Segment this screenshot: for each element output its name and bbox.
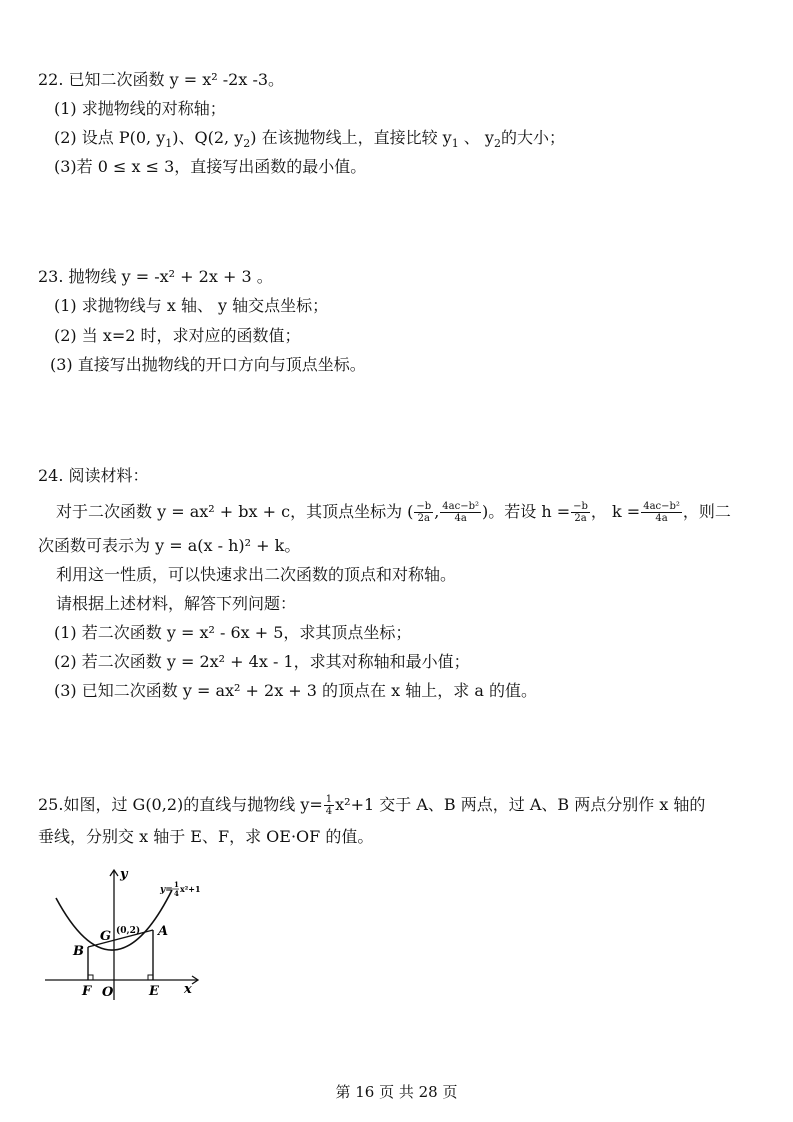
curve-label: y= (160, 885, 173, 895)
origin-label: O (102, 985, 114, 1000)
right-angle-e (148, 975, 153, 980)
q23-stem: 23. 抛物线 y = -x² + 2x + 3 。 (38, 267, 273, 286)
q23-part2: (2) 当 x=2 时，求对应的函数值； (54, 326, 301, 345)
q24-line3: 利用这一性质，可以快速求出二次函数的顶点和对称轴。 (56, 565, 457, 584)
right-angle-f (88, 975, 93, 980)
point-g-label: G (100, 929, 112, 944)
page-number-footer: 第 16 页 共 28 页 (335, 1083, 458, 1101)
q25-line1: 25.如图，过 G(0,2)的直线与抛物线 y= $\frac{1}{4}$ x²+1 交于 A、B 两点，过 A、B 两点分别作 x 轴的 (38, 794, 706, 817)
curve-label-tail: x²+1 (180, 884, 201, 894)
parabola-figure (40, 860, 220, 1005)
q22-stem: 22. 已知二次函数 y = x² -2x -3。 (38, 70, 285, 89)
fraction-one-quarter: $\frac{1}{4}$ (325, 794, 333, 817)
point-g-coord: (0,2) (116, 926, 141, 936)
q24-line1: 对于二次函数 y = ax² + bx + c，其顶点坐标为 ( $\frac{-b}{2a}$ , $\frac{\text{4ac−b²}}{4a}$ )。若设 h = $\frac{-b}{2a}$ ， k = $\frac{\text{4ac−b²}}{4a}$ ，则二 (56, 501, 731, 524)
curve-label-num: 1 (174, 880, 179, 889)
q24-line4: 请根据上述材料，解答下列问题： (56, 594, 297, 613)
q22-part3: (3)若 0 ≤ x ≤ 3，直接写出函数的最小值。 (54, 157, 367, 176)
curve-label-den: 4 (174, 889, 179, 898)
point-f-label: F (82, 984, 92, 999)
q24-stem: 24. 阅读材料： (38, 466, 149, 485)
fraction-neg-b-over-2a: $\frac{-b}{2a}$ (416, 501, 432, 524)
q24-part3: (3) 已知二次函数 y = ax² + 2x + 3 的顶点在 x 轴上，求 a 的值。 (54, 681, 537, 700)
q24-part1: (1) 若二次函数 y = x² - 6x + 5，求其顶点坐标； (54, 623, 412, 642)
q24-line2: 次函数可表示为 y = a(x - h)² + k。 (38, 536, 301, 555)
fraction-h: $\frac{-b}{2a}$ (573, 501, 588, 524)
q22-part1: (1) 求抛物线的对称轴； (54, 99, 226, 118)
fraction-4ac-b2-over-4a: $\frac{\text{4ac−b²}}{4a}$ (442, 501, 479, 524)
point-b-label: B (73, 944, 84, 959)
q24-part2: (2) 若二次函数 y = 2x² + 4x - 1，求其对称轴和最小值； (54, 652, 470, 671)
q23-part3: (3) 直接写出抛物线的开口方向与顶点坐标。 (50, 355, 366, 374)
q25-line2: 垂线，分别交 x 轴于 E、F，求 OE·OF 的值。 (38, 827, 374, 846)
point-e-label: E (149, 984, 159, 999)
q23-part1: (1) 求抛物线与 x 轴、 y 轴交点坐标； (54, 296, 329, 315)
y-axis-label: y (120, 867, 128, 882)
fraction-k: $\frac{\text{4ac−b²}}{4a}$ (643, 501, 680, 524)
point-a-label: A (158, 924, 169, 939)
q22-part2: (2) 设点 P(0, $y_1$)、Q(2, $y_2$) 在该抛物线上，直接比较 $y_1$ 、 $y_2$的大小； (54, 128, 565, 151)
x-axis-label: x (184, 982, 192, 997)
